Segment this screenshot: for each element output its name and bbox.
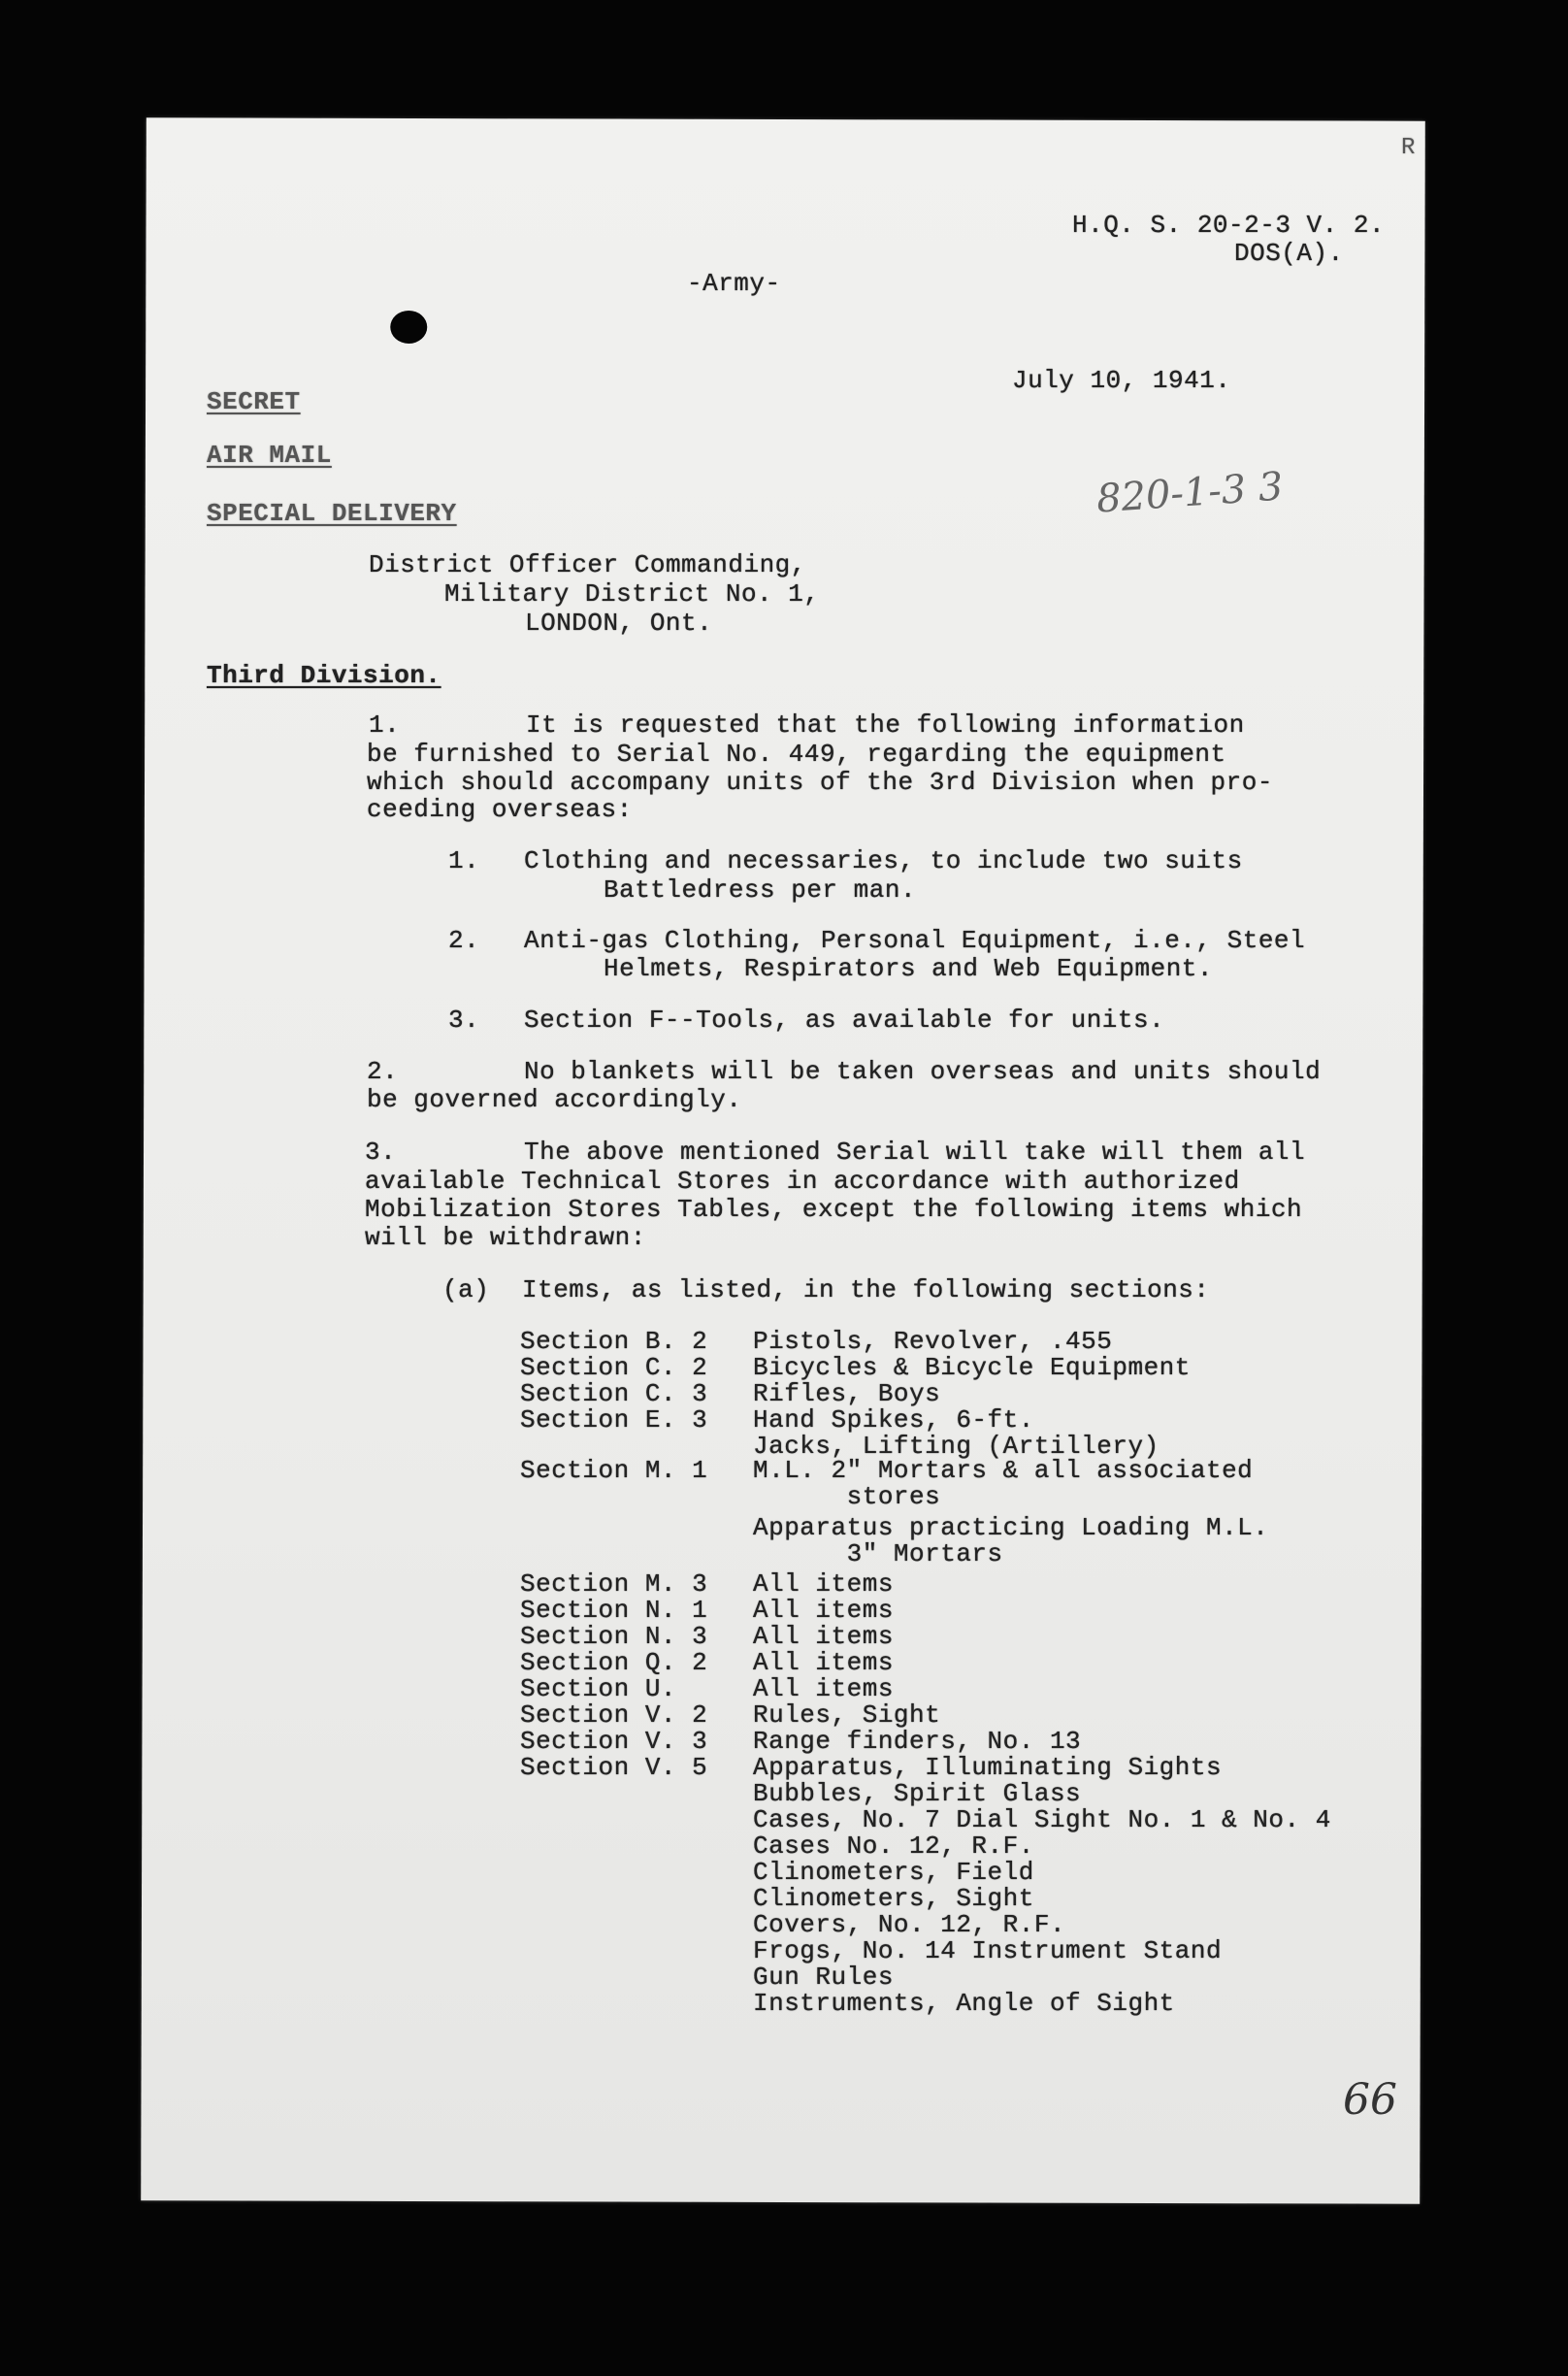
handwritten-file-number: 820-1-3 3 <box>1094 464 1285 522</box>
section-item: Jacks, Lifting (Artillery) <box>753 1432 1160 1461</box>
section-item: Instruments, Angle of Sight <box>753 1989 1175 2018</box>
para1-line: be furnished to Serial No. 449, regarding the equipment <box>367 740 1226 769</box>
item-line: Section F--Tools, as available for units. <box>524 1006 1165 1035</box>
item-line: Clothing and necessaries, to include two suits <box>524 846 1243 875</box>
section-item: Cases, No. 7 Dial Sight No. 1 & No. 4 <box>753 1805 1331 1834</box>
para3-line: The above mentioned Serial will take will them all <box>524 1138 1306 1167</box>
item-number: 2. <box>448 926 480 955</box>
section-item: Rules, Sight <box>753 1700 941 1730</box>
section-item: Clinometers, Field <box>753 1858 1034 1887</box>
section-label: Section V. 5 <box>520 1753 708 1782</box>
section-item: Rifles, Boys <box>753 1379 941 1408</box>
para3-line: available Technical Stores in accordance with authorized <box>365 1167 1240 1196</box>
section-item: Bubbles, Spirit Glass <box>753 1779 1082 1808</box>
office-reference: DOS(A). <box>1234 239 1344 268</box>
section-item: Frogs, No. 14 Instrument Stand <box>753 1936 1223 1965</box>
sub-a-text: Items, as listed, in the following sections: <box>522 1275 1210 1304</box>
section-label: Section B. 2 <box>520 1327 708 1356</box>
section-label: Section U. <box>520 1674 677 1703</box>
section-item: Gun Rules <box>753 1963 894 1992</box>
letter-date: July 10, 1941. <box>1012 366 1231 395</box>
para1-line: ceeding overseas: <box>367 795 633 824</box>
para3-number: 3. <box>365 1138 397 1167</box>
section-item: All items <box>753 1569 894 1599</box>
para3-line: will be withdrawn: <box>365 1223 646 1252</box>
section-item: Pistols, Revolver, .455 <box>753 1327 1113 1356</box>
classification-special-delivery: SPECIAL DELIVERY <box>207 499 457 528</box>
section-label: Section Q. 2 <box>520 1648 708 1677</box>
para1-line: which should accompany units of the 3rd Division when pro- <box>367 768 1273 797</box>
section-label: Section M. 1 <box>520 1456 708 1485</box>
branch-heading: -Army- <box>687 269 781 298</box>
para1-line: It is requested that the following information <box>526 710 1245 740</box>
section-item: Cases No. 12, R.F. <box>753 1832 1034 1861</box>
sub-a-label: (a) <box>442 1275 490 1304</box>
section-item: stores <box>753 1482 941 1511</box>
section-item: Apparatus practicing Loading M.L. <box>753 1513 1269 1542</box>
addressee-line-1: District Officer Commanding, <box>369 550 806 579</box>
section-item: Apparatus, Illuminating Sights <box>753 1753 1223 1782</box>
section-item: All items <box>753 1648 894 1677</box>
section-label: Section V. 2 <box>520 1700 708 1730</box>
para2-line: be governed accordingly. <box>367 1085 742 1114</box>
section-label: Section V. 3 <box>520 1727 708 1756</box>
section-item: Hand Spikes, 6-ft. <box>753 1405 1034 1435</box>
subject-heading: Third Division. <box>207 661 441 690</box>
item-line: Battledress per man. <box>604 875 917 905</box>
handwritten-page-number: 66 <box>1343 2075 1397 2125</box>
section-label: Section C. 3 <box>520 1379 708 1408</box>
section-label: Section C. 2 <box>520 1353 708 1382</box>
item-number: 3. <box>448 1006 480 1035</box>
classification-air-mail: AIR MAIL <box>207 441 332 470</box>
section-item: 3" Mortars <box>753 1539 1003 1568</box>
classification-secret: SECRET <box>207 387 301 416</box>
section-item: Range finders, No. 13 <box>753 1727 1082 1756</box>
section-item: All items <box>753 1622 894 1651</box>
item-line: Helmets, Respirators and Web Equipment. <box>604 954 1213 983</box>
section-label: Section N. 1 <box>520 1596 708 1625</box>
item-number: 1. <box>448 846 480 875</box>
section-item: M.L. 2" Mortars & all associated <box>753 1456 1254 1485</box>
section-label: Section M. 3 <box>520 1569 708 1599</box>
para2-line: No blankets will be taken overseas and units should <box>524 1057 1322 1086</box>
para3-line: Mobilization Stores Tables, except the following items which <box>365 1195 1303 1224</box>
addressee-line-3: LONDON, Ont. <box>525 609 713 638</box>
section-label: Section N. 3 <box>520 1622 708 1651</box>
para2-number: 2. <box>367 1057 399 1086</box>
para1-number: 1. <box>369 710 401 740</box>
section-item: All items <box>753 1596 894 1625</box>
section-item: Covers, No. 12, R.F. <box>753 1910 1066 1939</box>
item-line: Anti-gas Clothing, Personal Equipment, i.e., Steel <box>524 926 1306 955</box>
section-item: Clinometers, Sight <box>753 1884 1034 1913</box>
corner-mark: R <box>1401 135 1416 161</box>
section-item: Bicycles & Bicycle Equipment <box>753 1353 1191 1382</box>
punch-hole <box>390 311 427 344</box>
file-reference: H.Q. S. 20-2-3 V. 2. <box>1072 211 1386 240</box>
section-item: All items <box>753 1674 894 1703</box>
addressee-line-2: Military District No. 1, <box>444 579 820 609</box>
section-label: Section E. 3 <box>520 1405 708 1435</box>
